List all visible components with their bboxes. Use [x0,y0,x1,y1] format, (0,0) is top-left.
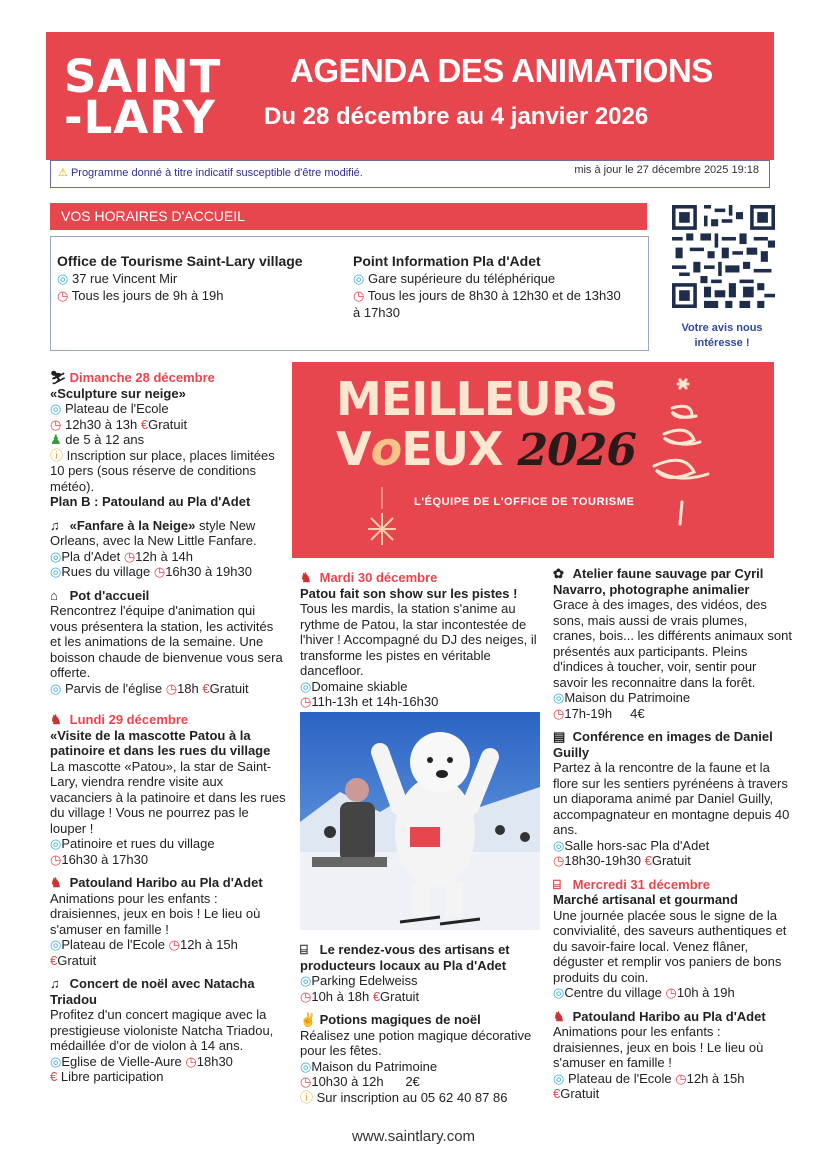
section-title: VOS HORAIRES D'ACCUEIL [50,203,647,230]
qr-caption: Votre avis nous intéresse ! [681,322,763,349]
day-heading: Dimanche 28 décembre [69,370,215,385]
paw-icon: ✿ [553,566,564,581]
event-title: «Sculpture sur neige» [50,385,186,401]
clock-icon: ◷ [153,564,166,579]
location-icon: ◎ [50,401,62,416]
heart-o: o [370,422,402,476]
hours-box [50,236,649,351]
info-icon: ⓘ [300,1089,314,1105]
location-icon: ◎ [553,985,565,1000]
column-right: ✿ Atelier faune sauvage par Cyril Navarro, photographe animalier Grace à des images, des vidéos, des sons, mais aussi de vrais plumes, cranes, bois... les différents animaux sont présentés aux participants. Pleins d'indices à toucher, voir, sentir pour savoir les reconnaitre dans la forêt. ◎Maison du Patrimoine ◷17h-19h 4€ ▤ Conférence en images de Daniel Guilly Partez à la rencontre de la faune et la flore sur les sentiers pyrénéens à travers un diaporama animé par Daniel Guilly, accompagnateur en montagne depuis 40 ans. ◎Salle hors-sac Pla d'Adet ◷18h30-19h30 €Gratuit ⌸ Mercredi 31 décembre Marché artisanal et gourmand Une journée placée sous le signe de la convivialité, des saveurs authentiques et du savoir-faire local. Venez flâner, déguster et remplir vos paniers de bons produits du coin. ◎Centre du village ◷10h à 19h ♞ Patouland Haribo au Pla d'Adet Animations pour les enfants : draisiennes, jeux en bois ! Le lieu où s'amuser en famille ! ◎ Plateau de l'Ecole ◷12h à 15h €Gratuit [553,566,792,1101]
office-village: Office de Tourisme Saint-Lary village ◎ 37 rue Vincent Mir ◷ Tous les jours de 9h à 19h [57,253,303,303]
location-icon: ◎ [50,836,62,851]
warning-icon: ⚠ [58,167,68,179]
update-date: mis à jour le 27 décembre 2025 19:18 [574,164,759,176]
notice-bar: ⚠ Programme donné à titre indicatif susceptible d'être modifié. mis à jour le 27 décembre 2025 19:18 [50,160,770,188]
mascot-icon: ♞ [50,712,62,727]
clock-icon: ◷ [553,705,565,721]
skier-icon: ⛷ [50,370,67,385]
euro-icon: € [140,416,149,432]
banner-year: 2026 [517,425,636,476]
clock-icon: ◷ [300,988,312,1004]
event-title: Patouland Haribo au Pla d'Adet [572,1008,766,1024]
clock-icon: ◷ [185,1053,197,1069]
day-heading: Lundi 29 décembre [69,712,189,727]
column-middle: ♞ Mardi 30 décembre Patou fait son show sur les pistes ! Tous les mardis, la station s'anime au rythme de Patou, la star incontestée de l'hiver ! Accompagné du DJ des neiges, il transforme les pistes en véritable dancefloor. ◎Domaine skiable ◷11h-13h et 14h-16h30 [300,570,540,710]
music-icon: ♫ [50,976,60,991]
euro-icon: € [50,1069,58,1084]
location-icon: ◎ [57,271,69,286]
banner-title-2: VoEUX 2026 [336,422,636,476]
info-icon: ⓘ [50,447,64,463]
event-title: Le rendez-vous des artisans et producteurs locaux au Pla d'Adet [300,942,510,973]
clock-icon: ◷ [300,1074,312,1089]
logo: SAINT -LARY [64,50,222,144]
day-heading: Mercredi 31 décembre [572,876,710,892]
location-icon: ◎ [300,678,312,694]
location-icon: ◎ [553,837,565,853]
page-title: AGENDA DES ANIMATIONS [290,52,713,89]
event-title: Atelier faune sauvage par Cyril Navarro, photographe animalier [553,566,764,597]
event-title: Patou fait son show sur les pistes ! [300,585,518,601]
mascot-icon: ♞ [300,570,312,585]
mascot-icon: ♞ [50,875,62,890]
column-middle-lower: ⌸ Le rendez-vous des artisans et producteurs locaux au Pla d'Adet ◎Parking Edelweiss ◷10h à 18h €Gratuit ✌ Potions magiques de noël Réalisez une potion magique décorative pour les fêtes. ◎Maison du Patrimoine ◷10h30 à 12h 2€ ⓘ Sur inscription au 05 62 40 87 86 [300,942,532,1105]
euro-icon: € [372,988,381,1004]
column-left: ⛷ Dimanche 28 décembre «Sculpture sur neige» ◎ Plateau de l'Ecole ◷ 12h30 à 13h €Gratuit ♟ de 5 à 12 ans ⓘ Inscription sur place, places limitées 10 pers (sous réserve de conditions météo). Plan B : Patouland au Pla d'Adet ♫ «Fanfare à la Neige» style New Orleans, avec la New Little Fanfare. ◎Pla d'Adet ◷12h à 14h ◎Rues du village ◷16h30 à 19h30 ⌂ Pot d'accueil Rencontrez l'équipe d'animation qui vous présentera la station, les activités et les animations de la semaine. Une boisson chaude de bienvenue vous sera offerte. ◎ Parvis de l'église ◷18h €Gratuit ♞ Lundi 29 décembre «Visite de la mascotte Patou à la patinoire et dans les rues du village La mascotte «Patou», la star de Saint-Lary, viendra rendre visite aux vacanciers à la patinoire et dans les rues du village ! Vous ne pourrez pas le louper ! ◎Patinoire et rues du village ◷16h30 à 17h30 ♞ Patouland Haribo au Pla d'Adet Animations pour les enfants : draisiennes, jeux en bois ! Le lieu où s'amuser en famille ! ◎Plateau de l'Ecole ◷12h à 15h €Gratuit ♫ Concert de noël avec Natacha Triadou Profitez d'un concert magique avec la prestigieuse violoniste Natcha Triadou, médaillée d'or de violon à 14 ans. ◎Eglise de Vielle-Aure ◷18h30 € Libre participation [50,370,286,1084]
office-pla-adet: Point Information Pla d'Adet ◎ Gare supérieure du téléphérique ◷ Tous les jours de 8h30 à 12h30 et de 13h30 à 17h30 [353,253,621,320]
event-title: Patouland Haribo au Pla d'Adet [69,875,263,890]
website-link[interactable]: www.saintlary.com [351,1128,476,1145]
greetings-banner [292,362,774,558]
event-title: «Visite de la mascotte Patou à la patinoire et dans les rues du village [50,727,271,758]
location-icon: ◎ [300,973,312,988]
clock-icon: ◷ [168,937,180,952]
clock-icon: ◷ [675,1070,687,1086]
location-icon: ◎ [553,1070,565,1086]
euro-icon: € [50,952,58,968]
location-icon: ◎ [553,690,565,705]
building-icon: ⌂ [50,587,58,603]
market-stall-icon: ⌸ [300,942,308,957]
euro-icon: € [202,680,210,696]
day-heading: Mardi 30 décembre [319,570,438,585]
person-icon: ♟ [50,432,62,447]
event-title: Pot d'accueil [69,587,150,603]
mascot-photo [300,712,540,930]
christmas-tree-icon [642,374,732,534]
location-icon: ◎ [50,548,62,564]
music-icon: ♫ [50,517,60,533]
location-icon: ◎ [50,937,62,952]
clock-icon: ◷ [50,851,62,867]
event-title: Potions magiques de noël [319,1012,481,1027]
ornament-icon [352,487,412,557]
date-range: Du 28 décembre au 4 janvier 2026 [264,103,649,130]
euro-icon: € [553,1086,561,1101]
location-icon: ◎ [300,1058,312,1074]
clock-icon: ◷ [300,694,312,709]
location-icon: ◎ [50,680,62,696]
clock-icon: ◷ [665,985,677,1000]
clock-icon: ◷ [553,853,565,868]
event-title: Marché artisanal et gourmand [553,892,738,907]
banner-title-1: MEILLEURS [336,372,618,426]
location-icon: ◎ [50,564,62,579]
clock-icon: ◷ [165,680,178,696]
clock-icon: ◷ [123,548,136,564]
presentation-icon: ▤ [553,729,566,744]
location-icon: ◎ [353,271,365,286]
clock-icon: ◷ [50,416,62,432]
clock-icon: ◷ [353,288,365,303]
event-title: Concert de noël avec Natacha Triadou [50,976,255,1007]
mascot-icon: ♞ [553,1008,565,1024]
banner-subtitle: L'ÉQUIPE DE L'OFFICE DE TOURISME [414,496,635,508]
event-title: «Fanfare à la Neige» [69,517,196,533]
clock-icon: ◷ [57,288,69,303]
market-stall-icon: ⌸ [553,876,561,892]
qr-code[interactable] [672,205,775,308]
location-icon: ◎ [50,1053,62,1069]
kids-icon: ✌ [300,1012,317,1027]
event-title: Conférence en images de Daniel Guilly [553,729,773,760]
header-banner [46,32,774,160]
euro-icon: € [644,853,652,868]
